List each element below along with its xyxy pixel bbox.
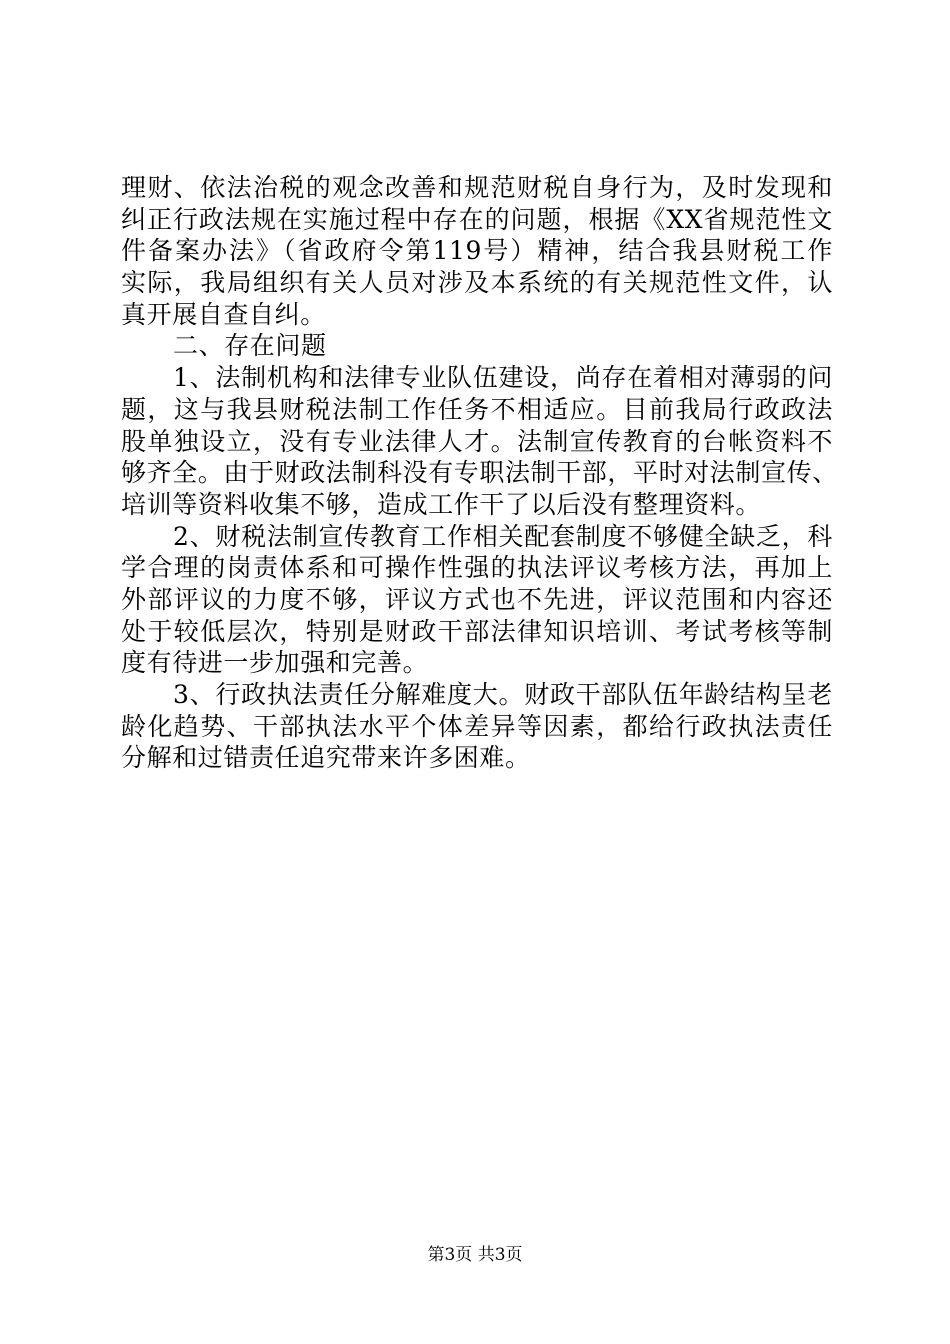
paragraph-line: 处于较低层次，特别是财政干部法律知识培训、考试考核等制 [121, 616, 833, 646]
paragraph-line: 股单独设立，没有专业法律人才。法制宣传教育的台帐资料不 [121, 426, 833, 456]
paragraph-line: 件备案办法》（省政府令第119号）精神，结合我县财税工作 [121, 236, 833, 266]
paragraph-line: 实际，我局组织有关人员对涉及本系统的有关规范性文件，认 [121, 268, 833, 298]
paragraph-line: 理财、依法治税的观念改善和规范财税自身行为，及时发现和 [121, 173, 833, 202]
page-number-footer: 第3页 共3页 [427, 1245, 523, 1265]
document-body [121, 172, 838, 774]
paragraph-line: 培训等资料收集不够，造成工作干了以后没有整理资料。 [121, 489, 762, 519]
paragraph-line: 够齐全。由于财政法制科没有专职法制干部，平时对法制宣传、 [121, 458, 838, 488]
paragraph-line: 度有待进一步加强和完善。 [121, 648, 429, 678]
paragraph-line: 2、财税法制宣传教育工作相关配套制度不够健全缺乏，科 [173, 521, 833, 551]
paragraph-line: 龄化趋势、干部执法水平个体差异等因素，都给行政执法责任 [121, 711, 833, 741]
paragraph-line: 外部评议的力度不够，评议方式也不先进，评议范围和内容还 [121, 584, 833, 614]
paragraph-line: 1、法制机构和法律专业队伍建设，尚存在着相对薄弱的问 [173, 363, 833, 393]
paragraph-line: 纠正行政法规在实施过程中存在的问题，根据《XX省规范性文 [121, 204, 833, 234]
paragraph-line: 分解和过错责任追究带来许多困难。 [121, 743, 531, 773]
paragraph-line: 学合理的岗责体系和可操作性强的执法评议考核方法，再加上 [121, 553, 833, 583]
section-heading: 二、存在问题 [173, 331, 327, 361]
paragraph-line: 3、行政执法责任分解难度大。财政干部队伍年龄结构呈老 [173, 680, 833, 709]
paragraph-line: 题，这与我县财税法制工作任务不相适应。目前我局行政政法 [121, 394, 833, 424]
paragraph-line: 真开展自查自纠。 [121, 299, 326, 329]
